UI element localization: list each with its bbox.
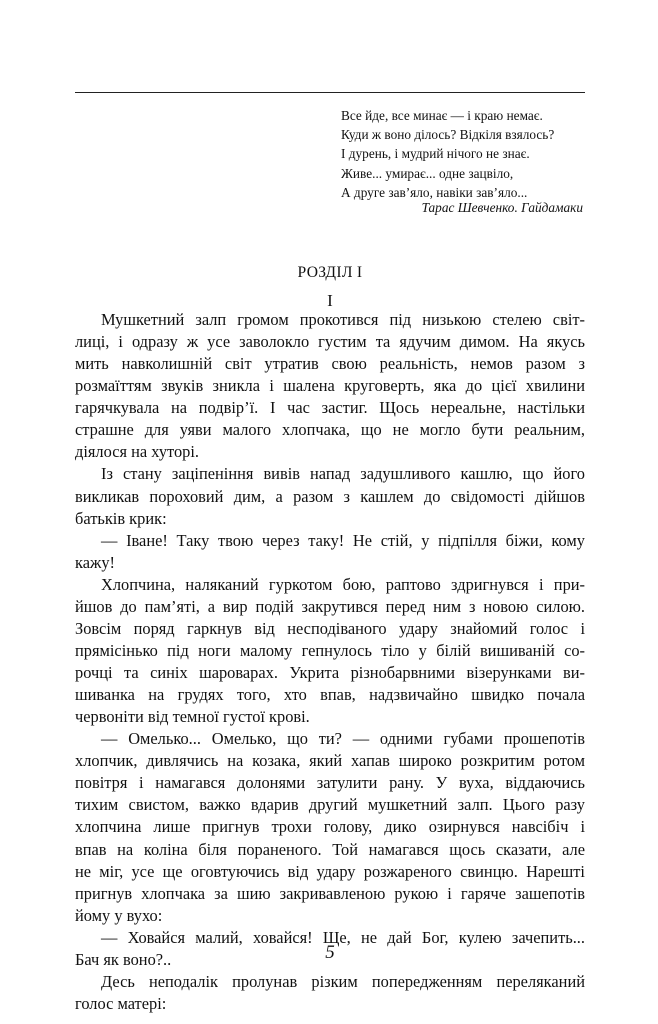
- top-rule: [75, 92, 585, 93]
- epigraph-line: І дурень, і мудрий нічого не знає.: [341, 146, 530, 162]
- text-line: шиванка на грудях того, хто впав, надзвичайно швидко почала: [75, 685, 585, 705]
- text-line: хлопчина лише пригнув трохи голову, дико озирнувся навсібіч і: [75, 817, 585, 837]
- paragraph: [75, 574, 585, 728]
- text-line: — Іване! Таку твою через таку! Не стій, у підпілля біжи, кому: [101, 530, 585, 550]
- text-line: Десь неподалік пролунав різким попередженням переляканий: [101, 971, 585, 991]
- text-line: тихим свистом, важко вдарив другий мушкетний залп. Цього разу: [75, 795, 585, 815]
- text-line: йшов до пам’яті, а вир подій закрутився перед ним з новою силою.: [75, 596, 585, 616]
- text-line: йому у вухо:: [75, 905, 163, 925]
- paragraph: [75, 728, 585, 927]
- epigraph-line: Куди ж воно ділось? Відкіля взялось?: [341, 127, 555, 143]
- text-line: голос матері:: [75, 993, 167, 1013]
- text-line: страшне для уяви малого хлопчака, що не могло бути реальним,: [75, 420, 585, 440]
- epigraph-line: Все йде, все минає — і краю немає.: [341, 108, 543, 123]
- paragraph: [75, 971, 585, 1015]
- epigraph-line: Живе... умирає... одне зацвіло,: [341, 165, 514, 181]
- body-text: [75, 309, 585, 1015]
- text-line: — Ховайся малий, ховайся! Ще, не дай Бог, кулею зачепить...: [101, 927, 585, 947]
- text-line: впав на коліна біля пораненого. Той намагався щось сказати, але: [75, 839, 585, 859]
- text-line: кажу!: [75, 552, 115, 572]
- text-line: червоніти від темної густої крові.: [75, 707, 310, 727]
- text-line: повітря і намагався долонями затулити рану. У вуха, віддаючись: [75, 773, 585, 793]
- epigraph: [341, 106, 591, 202]
- text-line: Із стану заціпеніння вивів напад задушливого кашлю, що його: [101, 464, 585, 484]
- epigraph-source: Тарас Шевченко. Гайдамаки: [421, 200, 583, 215]
- chapter-title: РОЗДІЛ І: [297, 264, 363, 281]
- text-line: Зовсім поряд гаркнув від несподіваного удару знайомий голос і: [75, 618, 585, 638]
- text-line: гарячкувала на подвір’ї. І час застиг. Щось нереальне, настільки: [75, 398, 585, 418]
- page-number: 5: [325, 942, 335, 963]
- text-line: діялося на хуторі.: [75, 442, 200, 462]
- text-line: викликав пороховий дим, а разом з кашлем до свідомості дійшов: [75, 486, 585, 506]
- epigraph-line: А друге зав’яло, навіки зав’яло...: [341, 184, 528, 200]
- text-line: хлопчик, дивлячись на козака, який хапав широко розкритим ротом: [75, 751, 585, 771]
- text-line: прямісінько під ноги малому гепнулось тіло у білій вишиваній со-: [75, 640, 585, 660]
- paragraph: [75, 309, 585, 463]
- text-line: не міг, усе ще оговтуючись від удару розжареного свинцю. Нарешті: [75, 861, 585, 881]
- paragraph: [75, 463, 585, 529]
- paragraph: [75, 530, 585, 574]
- text-line: пригнув хлопчака за шию закривавленою рукою і гаряче зашепотів: [75, 883, 585, 903]
- text-line: Хлопчина, наляканий гуркотом бою, раптово здригнувся і при-: [101, 574, 585, 594]
- text-line: Бач як воно?..: [75, 949, 172, 969]
- text-line: лиці, і одразу ж усе заволокло густим та ядучим димом. На якусь: [75, 332, 585, 352]
- section-number: I: [327, 291, 333, 310]
- text-line: розмаїттям звуків зникла і шалена круговерть, яка до цієї хвилини: [75, 376, 585, 396]
- text-line: мить навколишній світ утратив свою реальність, немов разом з: [75, 354, 585, 374]
- text-line: — Омелько... Омелько, що ти? — одними губами прошепотів: [101, 729, 585, 749]
- text-line: батьків крик:: [75, 508, 167, 528]
- text-line: рочці та синіх шароварах. Укрита різнобарвними візерунками ви-: [75, 663, 585, 682]
- text-line: Мушкетний залп громом прокотився під низькою стелею світ-: [101, 310, 585, 329]
